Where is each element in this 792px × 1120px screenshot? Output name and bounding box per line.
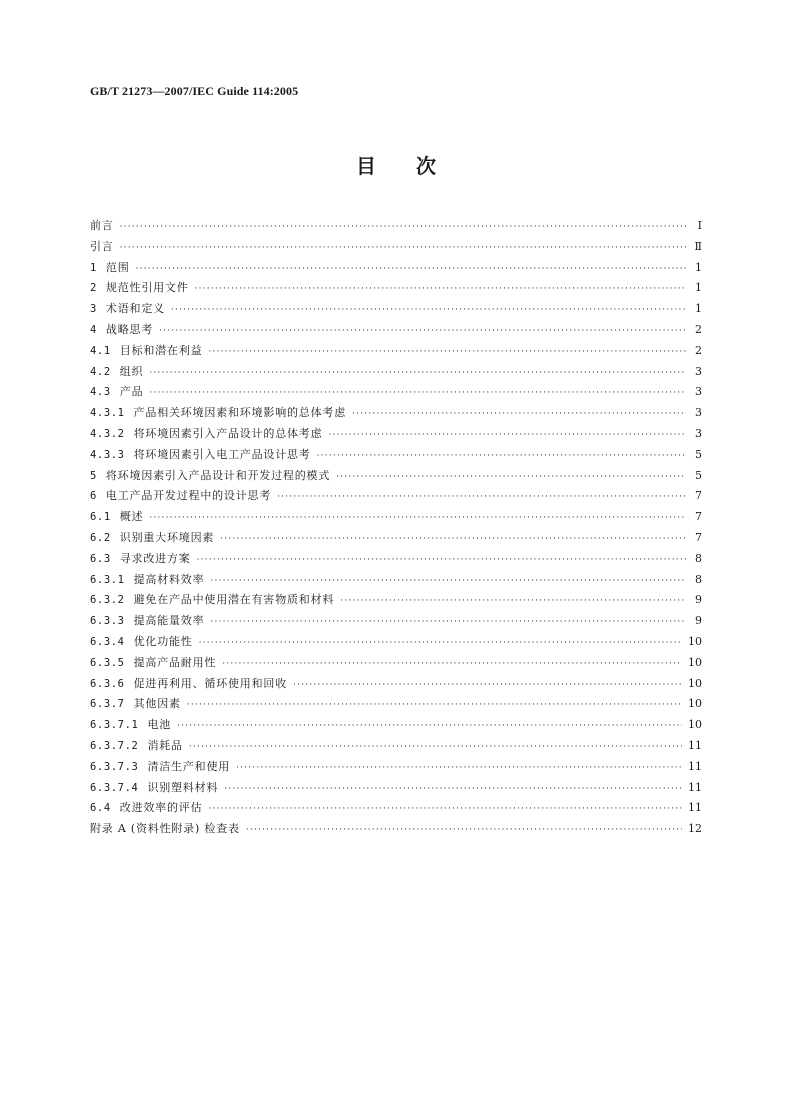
toc-entry-number: 4.1 [90,344,111,357]
toc-entry-label: 将环境因素引入电工产品设计思考 [133,447,311,461]
toc-entry[interactable] [90,362,702,383]
toc-leader-dots [177,716,682,737]
toc-leader-dots [159,321,686,342]
toc-entry-label: 战略思考 [105,322,154,336]
toc-entry-number: 6.3.7.2 [90,739,139,752]
toc-entry-number: 5 [90,469,97,482]
toc-leader-dots [195,279,686,300]
toc-entry[interactable] [90,486,702,507]
title-char-2: 次 [416,154,436,178]
toc-entry-label: 改进效率的评估 [119,801,203,815]
toc-entry-page: 8 [695,572,702,586]
toc-entry[interactable] [90,549,702,570]
toc-leader-dots [171,300,686,321]
toc-entry[interactable] [90,216,702,237]
toc-entry[interactable] [90,466,702,487]
toc-entry[interactable] [90,424,702,445]
toc-entry-page: 10 [688,676,702,690]
toc-entry-label: 提高材料效率 [133,572,205,586]
toc-entry-page: Ⅰ [697,219,702,232]
toc-entry-label: 识别塑料材料 [147,780,219,794]
toc-entry-page: 9 [695,614,702,628]
toc-entry-label: 提高产品耐用性 [133,655,217,669]
toc-leader-dots [149,363,686,384]
toc-entry-label: 术语和定义 [105,302,165,316]
toc-leader-dots [224,779,682,800]
toc-entry[interactable] [90,528,702,549]
toc-entry[interactable] [90,320,702,341]
toc-entry-page: 9 [695,593,702,607]
toc-entry-page: 2 [695,343,702,357]
toc-entry-page: 7 [695,530,702,544]
toc-leader-dots [317,446,686,467]
toc-entry-page: 3 [695,364,702,378]
toc-entry[interactable] [90,674,702,695]
toc-entry-page: 1 [695,302,702,316]
toc-entry[interactable] [90,819,702,840]
toc-entry[interactable] [90,757,702,778]
toc-entry[interactable] [90,341,702,362]
toc-entry[interactable] [90,258,702,279]
toc-entry-number: 6.2 [90,531,111,544]
toc-entry-label: 附录 A (资料性附录) 检查表 [90,822,240,836]
toc-entry-page: 1 [695,281,702,295]
toc-entry[interactable] [90,237,702,258]
toc-entry-page: 12 [688,822,702,836]
toc-entry[interactable] [90,736,702,757]
toc-entry-number: 6 [90,490,97,503]
toc-entry-number: 3 [90,303,97,316]
toc-entry-label: 目标和潜在利益 [119,343,203,357]
toc-entry-page: 3 [695,426,702,440]
toc-entry-number: 6.3.7.4 [90,781,139,794]
toc-entry-number: 4.2 [90,365,111,378]
toc-entry-number: 6.3.1 [90,573,125,586]
toc-entry-number: 6.3.2 [90,594,125,607]
toc-leader-dots [197,550,686,571]
toc-entry-label: 产品相关环境因素和环境影响的总体考虑 [133,406,347,420]
toc-leader-dots [149,383,686,404]
toc-leader-dots [293,675,682,696]
toc-entry-page: 5 [695,468,702,482]
toc-entry-number: 6.3 [90,552,111,565]
toc-entry-page: Ⅱ [694,239,702,253]
toc-entry[interactable] [90,445,702,466]
toc-entry[interactable] [90,403,702,424]
toc-entry-page: 2 [695,322,702,336]
toc-entry-label: 清洁生产和使用 [147,759,231,773]
toc-entry[interactable] [90,611,702,632]
toc-entry-number: 6.3.7.3 [90,760,139,773]
toc-entry-number: 4 [90,323,97,336]
toc-leader-dots [328,425,686,446]
toc-entry[interactable] [90,798,702,819]
toc-entry-label: 消耗品 [147,738,183,752]
toc-entry-label: 将环境因素引入产品设计和开发过程的模式 [105,468,331,482]
toc-leader-dots [210,612,686,633]
toc-leader-dots [340,591,686,612]
toc-entry-label: 电池 [147,718,172,732]
toc-entry-page: 10 [688,718,702,732]
toc-entry-page: 11 [688,801,702,815]
toc-entry-label: 引言 [90,239,114,253]
toc-leader-dots [199,633,682,654]
toc-entry-number: 6.4 [90,802,111,815]
toc-leader-dots [236,758,682,779]
toc-entry-number: 6.3.3 [90,615,125,628]
toc-entry-number: 6.3.7.1 [90,719,139,732]
toc-entry-label: 寻求改进方案 [119,551,191,565]
toc-entry[interactable] [90,653,702,674]
toc-entry-page: 11 [688,759,702,773]
toc-leader-dots [136,259,686,280]
toc-leader-dots [189,737,682,758]
toc-entry-label: 产品 [119,385,144,399]
toc-entry-page: 5 [695,447,702,461]
toc-entry[interactable] [90,778,702,799]
toc-entry[interactable] [90,632,702,653]
toc-entry-number: 2 [90,282,97,295]
toc-entry-label: 电工产品开发过程中的设计思考 [105,489,272,503]
toc-entry-label: 提高能量效率 [133,614,205,628]
toc-entry-number: 6.3.7 [90,698,125,711]
toc-leader-dots [149,508,686,529]
toc-entry[interactable] [90,590,702,611]
toc-entry-number: 6.3.6 [90,677,125,690]
toc-entry-label: 前言 [90,219,114,232]
toc-entry-label: 避免在产品中使用潜在有害物质和材料 [133,593,335,607]
toc-entry-number: 4.3.3 [90,448,125,461]
toc-entry-page: 3 [695,406,702,420]
table-of-contents [90,216,702,840]
toc-leader-dots [222,654,682,675]
toc-entry-label: 识别重大环境因素 [119,530,215,544]
toc-leader-dots [336,467,686,488]
toc-entry-label: 其他因素 [133,697,181,711]
page-title [0,150,792,179]
toc-entry-number: 4.3 [90,386,111,399]
toc-entry-page: 3 [695,385,702,399]
toc-leader-dots [208,342,686,363]
toc-entry[interactable] [90,715,702,736]
toc-entry-page: 10 [688,634,702,648]
toc-entry-number: 6.3.4 [90,635,125,648]
toc-leader-dots [246,820,682,841]
toc-entry[interactable] [90,694,702,715]
toc-entry-number: 4.3.2 [90,427,125,440]
toc-entry-label: 组织 [119,364,144,378]
toc-leader-dots [120,217,686,238]
toc-entry-page: 7 [695,510,702,524]
toc-entry-page: 7 [695,489,702,503]
toc-entry-page: 10 [688,655,702,669]
toc-entry-page: 8 [695,551,702,565]
toc-entry-label: 将环境因素引入产品设计的总体考虑 [133,426,323,440]
toc-entry[interactable] [90,382,702,403]
toc-leader-dots [208,799,682,820]
toc-entry-number: 4.3.1 [90,407,125,420]
toc-entry[interactable] [90,507,702,528]
toc-leader-dots [220,529,686,550]
toc-leader-dots [352,404,686,425]
toc-entry-number: 6.3.5 [90,656,125,669]
title-char-1: 目 [356,154,376,178]
toc-entry[interactable] [90,278,702,299]
toc-entry-label: 促进再利用、循环使用和回收 [133,676,288,690]
toc-entry-number: 1 [90,261,97,274]
toc-entry-label: 范围 [105,260,130,274]
toc-leader-dots [187,695,682,716]
toc-entry[interactable] [90,570,702,591]
toc-entry-page: 10 [688,697,702,711]
toc-entry-page: 11 [688,738,702,752]
standard-number: GB/T 21273—2007/IEC Guide 114:2005 [90,84,299,98]
toc-entry-page: 11 [688,780,702,794]
toc-entry-page: 1 [695,260,702,274]
toc-leader-dots [210,571,686,592]
toc-leader-dots [120,238,686,259]
toc-entry-number: 6.1 [90,511,111,524]
toc-entry-label: 规范性引用文件 [105,281,189,295]
toc-entry[interactable] [90,299,702,320]
toc-entry-label: 优化功能性 [133,634,193,648]
toc-entry-label: 概述 [119,510,144,524]
toc-leader-dots [277,487,686,508]
